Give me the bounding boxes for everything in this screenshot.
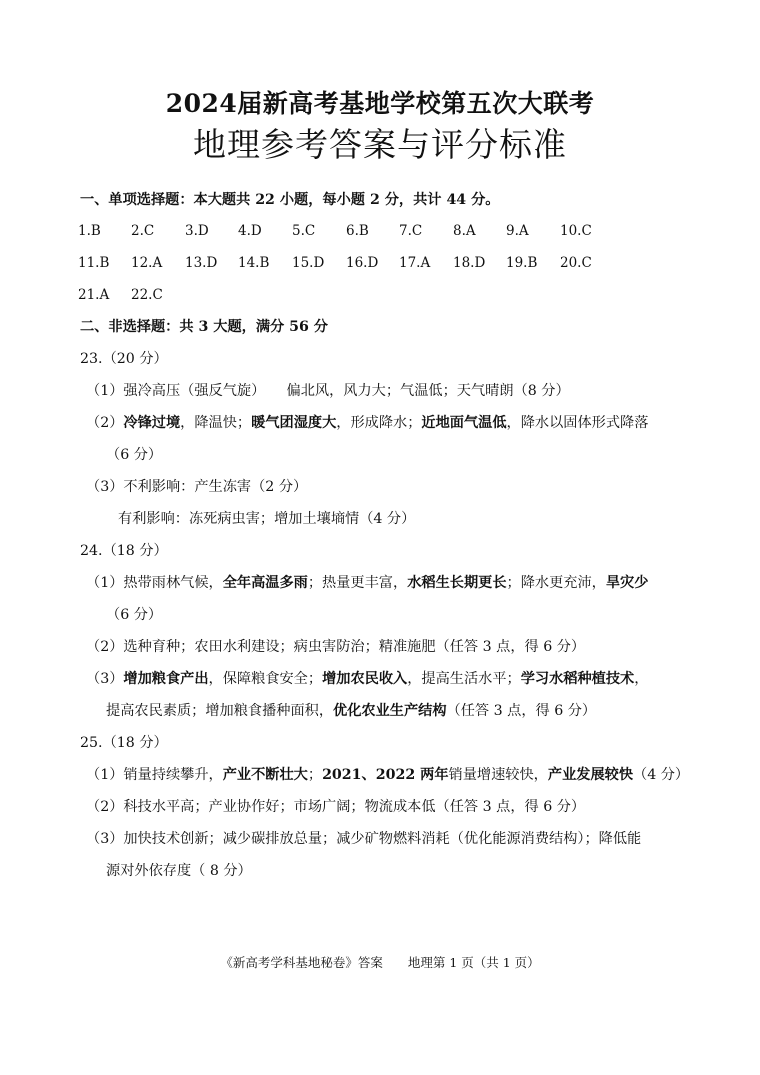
text-segment: （3）: [86, 671, 124, 687]
text-segment: 增加粮食产出: [123, 671, 209, 687]
text-segment: 近地面气温低: [421, 415, 507, 431]
text-segment: ，降水以固体形式降落: [506, 415, 649, 431]
text-segment: 优化农业生产结构: [333, 703, 447, 719]
q23-title: 23.（20 分）: [80, 351, 168, 367]
exam-title: 2024届新高考基地学校第五次大联考: [165, 89, 595, 118]
mc-answer: 5.C: [292, 223, 316, 239]
mc-answer: 4.D: [238, 223, 262, 239]
mc-answer: 3.D: [185, 223, 209, 239]
text-segment: ，降温快；: [180, 415, 252, 431]
q24-part1-cont: （6 分）: [106, 607, 163, 623]
section1-heading: 一、单项选择题：本大题共 22 小题，每小题 2 分，共计 44 分。: [80, 192, 500, 208]
text-segment: （1）热带雨林气候，: [86, 575, 223, 591]
text-segment: ，: [634, 671, 649, 687]
q23-part1: （1）强冷高压（强反气旋） 偏北风，风力大；气温低；天气晴朗（8 分）: [86, 383, 570, 399]
text-segment: 销量增速较快，: [448, 767, 548, 783]
section2-heading: 二、非选择题：共 3 大题，满分 56 分: [80, 319, 328, 335]
q23-part2: [86, 413, 648, 433]
text-segment: 全年高温多雨: [222, 575, 308, 591]
text-segment: （4 分）: [633, 767, 690, 783]
q25-part3-cont: 源对外依存度（ 8 分）: [106, 863, 252, 879]
text-segment: 冷锋过境: [123, 415, 181, 431]
mc-answer: 14.B: [238, 255, 270, 271]
text-segment: （任答 3 点，得 6 分）: [446, 703, 597, 719]
q25-part2: （2）科技水平高；产业协作好；市场广阔；物流成本低（任答 3 点，得 6 分）: [86, 799, 586, 815]
mc-answer: 18.D: [453, 255, 486, 271]
mc-answer: 17.A: [399, 255, 431, 271]
mc-answer: 8.A: [453, 223, 476, 239]
text-segment: 学习水稻种植技术: [520, 671, 635, 687]
text-segment: 产业发展较快: [547, 767, 634, 783]
text-segment: 旱灾少: [605, 575, 649, 591]
mc-answer: 15.D: [292, 255, 325, 271]
mc-answer: 6.B: [346, 223, 369, 239]
text-segment: （2）: [86, 415, 124, 431]
q24-part3: [86, 669, 648, 689]
text-segment: ；热量更丰富，: [307, 575, 408, 591]
mc-answer: 9.A: [506, 223, 529, 239]
q23-part3-cont: 有利影响：冻死病虫害；增加土壤墒情（4 分）: [118, 511, 416, 527]
text-segment: （1）销量持续攀升，: [86, 767, 223, 783]
text-segment: 提高农民素质；增加粮食播种面积，: [106, 703, 334, 719]
text-segment: ；降水更充沛，: [506, 575, 606, 591]
mc-answer: 19.B: [506, 255, 538, 271]
mc-answer: 1.B: [78, 223, 101, 239]
q25-part1: [86, 765, 689, 785]
q24-title: 24.（18 分）: [80, 543, 168, 559]
mc-answer: 16.D: [346, 255, 379, 271]
text-segment: ，提高生活水平；: [407, 671, 521, 687]
mc-answer: 12.A: [131, 255, 163, 271]
text-segment: 暖气团湿度大: [251, 415, 337, 431]
mc-answer: 7.C: [399, 223, 423, 239]
mc-answer: 11.B: [78, 255, 110, 271]
q25-part3: （3）加快技术创新；减少碳排放总量；减少矿物燃料消耗（优化能源消费结构）；降低能: [86, 831, 642, 847]
q25-title: 25.（18 分）: [80, 735, 168, 751]
mc-answer: 22.C: [131, 287, 163, 303]
text-segment: ，形成降水；: [336, 415, 422, 431]
mc-answer: 2.C: [131, 223, 155, 239]
document-title: 地理参考答案与评分标准: [193, 125, 567, 164]
text-segment: ，保障粮食安全；: [208, 671, 323, 687]
mc-answer: 21.A: [78, 287, 110, 303]
q23-part2-cont: （6 分）: [106, 447, 163, 463]
text-segment: 产业不断壮大: [222, 767, 308, 783]
text-segment: 水稻生长期更长: [407, 575, 507, 591]
q23-part3: （3）不利影响：产生冻害（2 分）: [86, 479, 308, 495]
q24-part2: （2）选种育种；农田水利建设；病虫害防治；精准施肥（任答 3 点，得 6 分）: [86, 639, 586, 655]
mc-answer: 13.D: [185, 255, 218, 271]
q24-part3-cont: [106, 701, 596, 721]
text-segment: 2021、2022 两年: [322, 767, 449, 783]
q24-part1: [86, 573, 648, 593]
page-footer: 《新高考学科基地秘卷》答案 地理第 1 页（共 1 页）: [220, 955, 540, 970]
mc-answer: 10.C: [560, 223, 592, 239]
mc-answer: 20.C: [560, 255, 592, 271]
text-segment: 增加农民收入: [322, 671, 408, 687]
text-segment: ；: [307, 767, 323, 783]
